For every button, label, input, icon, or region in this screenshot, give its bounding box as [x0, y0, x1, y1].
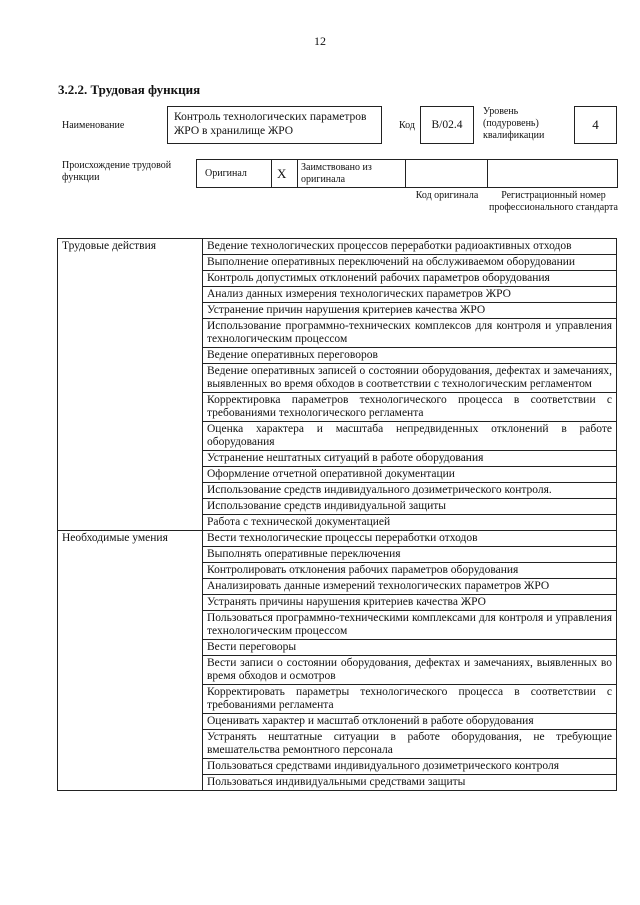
table-cell: Использование программно-технических комплексов для контроля и управления технологическим процессом — [203, 319, 617, 348]
table-cell: Устранять нештатные ситуации в работе оборудования, не требующие вмешательства ремонтного персонала — [203, 730, 617, 759]
table-cell: Корректировать параметры технологического процесса в соответствии с требованиями регламента — [203, 685, 617, 714]
table-cell: Использование средств индивидуальной защиты — [203, 499, 617, 515]
table-row — [58, 531, 617, 547]
table-cell: Контролировать отклонения рабочих параметров оборудования — [203, 563, 617, 579]
table-cell: Устранение нештатных ситуаций в работе оборудования — [203, 451, 617, 467]
level-label: Уровень (подуровень) квалификации — [483, 106, 545, 141]
table-cell: Устранять причины нарушения критериев качества ЖРО — [203, 595, 617, 611]
table-cell: Выполнять оперативные переключения — [203, 547, 617, 563]
labor-function-table — [57, 238, 617, 791]
level-value: 4 — [592, 117, 599, 132]
name-label: Наименование — [62, 120, 125, 131]
table-cell: Ведение оперативных записей о состоянии оборудования, дефектах и замечаниях, выявленных во время обходов в соответствии с технологическим регламентом — [203, 364, 617, 393]
table-cell: Ведение оперативных переговоров — [203, 348, 617, 364]
table-row — [58, 239, 617, 255]
table-cell: Ведение технологических процессов переработки радиоактивных отходов — [203, 239, 617, 255]
group-label: Трудовые действия — [58, 239, 203, 531]
table-cell: Пользоваться индивидуальными средствами защиты — [203, 775, 617, 791]
origin-box — [196, 159, 618, 188]
table-cell: Оценивать характер и масштаб отклонений в работе оборудования — [203, 714, 617, 730]
table-cell: Анализировать данные измерений технологических параметров ЖРО — [203, 579, 617, 595]
original-label: Оригинал — [205, 168, 247, 179]
page-number: 12 — [314, 34, 326, 48]
table-cell: Пользоваться средствами индивидуального дозиметрического контроля — [203, 759, 617, 775]
borrowed-label: Заимствовано из оригинала — [301, 162, 372, 185]
section-title: 3.2.2. Трудовая функция — [58, 82, 201, 97]
group-label: Необходимые умения — [58, 531, 203, 791]
name-value: Контроль технологических параметров ЖРО в хранилище ЖРО — [174, 111, 367, 137]
original-mark: X — [277, 166, 287, 181]
origin-label: Происхождение трудовой функции — [62, 160, 172, 183]
table-cell: Выполнение оперативных переключений на обслуживаемом оборудовании — [203, 255, 617, 271]
name-value-box — [167, 106, 382, 144]
table-cell: Вести записи о состоянии оборудования, дефектах и замечаниях, выявленных во время обходов и осмотров — [203, 656, 617, 685]
table-cell: Пользоваться программно-техническими комплексами для контроля и управления технологическим процессом — [203, 611, 617, 640]
table-cell: Корректировка параметров технологического процесса в соответствии с требованиями технологического регламента — [203, 393, 617, 422]
code-value: В/02.4 — [431, 119, 463, 131]
table-cell: Устранение причин нарушения критериев качества ЖРО — [203, 303, 617, 319]
code-value-box — [420, 106, 474, 144]
table-cell: Оценка характера и масштаба непредвиденных отклонений в работе оборудования — [203, 422, 617, 451]
reg-number-caption: Регистрационный номер профессионального стандарта — [489, 190, 618, 213]
code-original-caption: Код оригинала — [415, 190, 479, 201]
table-cell: Использование средств индивидуального дозиметрического контроля. — [203, 483, 617, 499]
table-cell: Анализ данных измерения технологических параметров ЖРО — [203, 287, 617, 303]
table-cell: Оформление отчетной оперативной документации — [203, 467, 617, 483]
table-cell: Работа с технической документацией — [203, 515, 617, 531]
code-label: Код — [399, 120, 415, 131]
table-cell: Контроль допустимых отклонений рабочих параметров оборудования — [203, 271, 617, 287]
table-cell: Вести технологические процессы переработки отходов — [203, 531, 617, 547]
table-cell: Вести переговоры — [203, 640, 617, 656]
level-value-box — [574, 106, 617, 144]
